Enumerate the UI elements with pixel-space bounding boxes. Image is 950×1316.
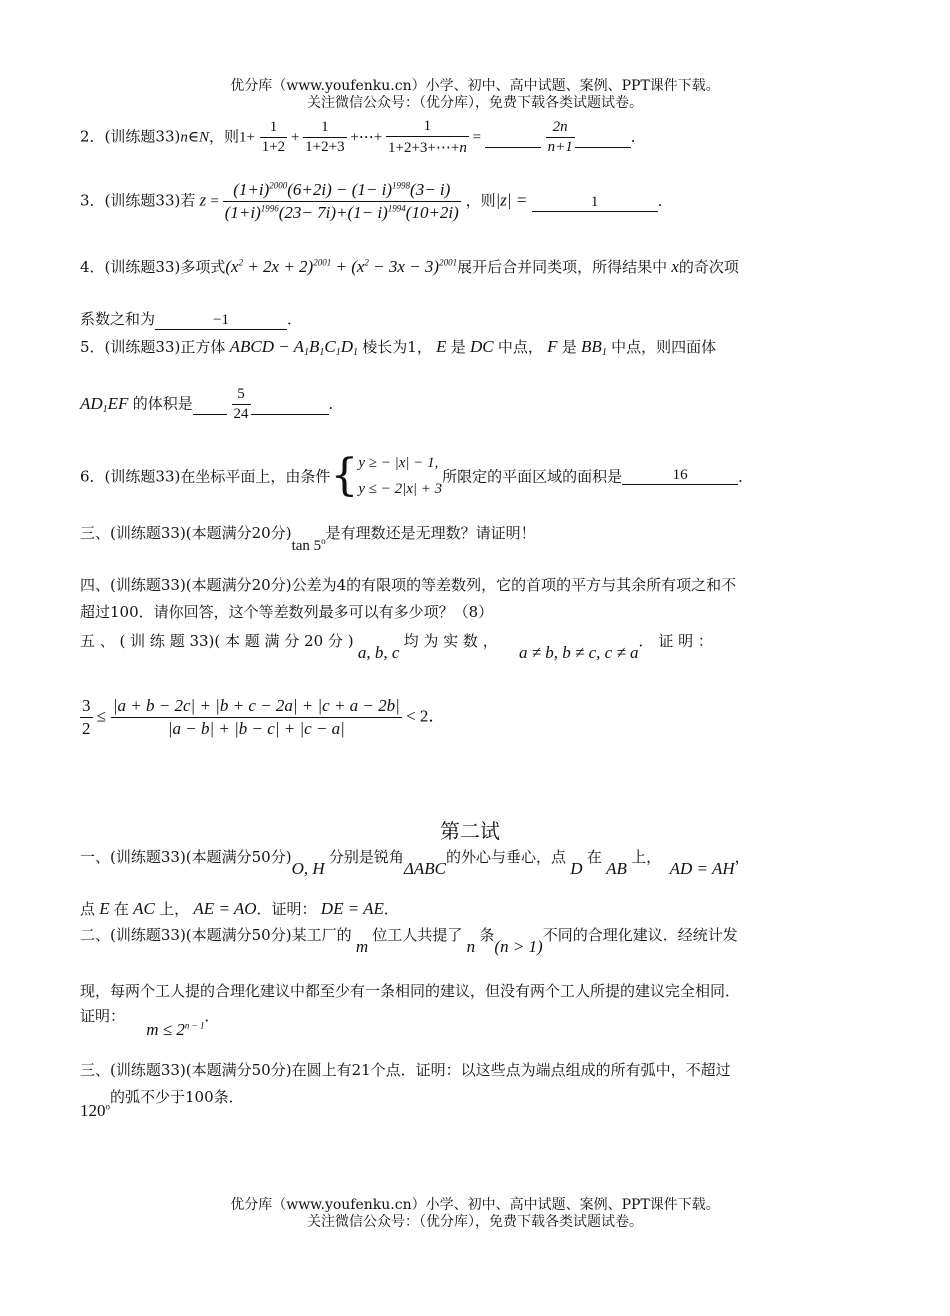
problem-4-line-1: 四、(训练题33)(本题满分20分)公差为4的有限项的等差数列，它的首项的平方与其余所有项之和不 [80, 576, 737, 594]
question-4-line-2: 系数之和为 −1 ． [80, 310, 303, 328]
problem-4-line-2: 超过100．请你回答，这个等差数列最多可以有多少项？（8） [80, 603, 494, 621]
answer-q5: $\frac{5}{24}$ [233, 386, 249, 422]
section-title: 第二试 [440, 819, 500, 843]
question-5-line-2: $AD_1EF$ 的体积是 $\frac{5}{24}$ ． [80, 386, 344, 422]
question-4: 4．(训练题33)多项式$(x^2 + 2x + 2)^{2001} + (x^2 - 3x - 3)^{2001}$展开后合并同类项，所得结果中 x的奇次项 [80, 257, 739, 276]
inequality: $\frac{3}{2}$ ≤ $\frac{|a + b - 2c| + |b + c - 2a| + |c + a - 2b|}{|a - b| + |b - c| + |c - a|}$ < 2． [82, 696, 446, 738]
answer-q4: −1 [155, 312, 287, 330]
header-line-1: 优分库（www.youfenku.cn）小学、初中、高中试题、案例、PPT课件下载。 [230, 78, 720, 94]
answer-q6: 16 [622, 467, 738, 485]
footer-line-1: 优分库（www.youfenku.cn）小学、初中、高中试题、案例、PPT课件下载。 [230, 1197, 720, 1213]
answer-q3: 1 [532, 194, 658, 212]
second-problem-2: 二、(训练题33)(本题满分50分)某工厂的 m 位工人共提了 n 条(n > 1)不同的合理化建议．经统计发 [80, 926, 738, 956]
problem-5: 五 、 ( 训 练 题 33)( 本 题 满 分 20 分 ) a, b, c 均 为 实 数 ， a ≠ b, b ≠ c, c ≠ a． 证 明 ： [80, 632, 713, 662]
second-problem-3-line-1: 三、(训练题33)(本题满分50分)在圆上有21个点．证明：以这些点为端点组成的所有弧中，不超过 [80, 1061, 731, 1079]
question-6: 6．(训练题33)在坐标平面上，由条件{ y ≥ − |x| − 1, y ≤ − 2|x| + 3 所限定的平面区域的面积是 16 ． [80, 450, 754, 501]
second-problem-2-line-3: 证明： $m \le 2^{n - 1}$． [80, 1007, 220, 1039]
second-problem-3-line-2: 120$^o$的弧不少于100条． [80, 1088, 244, 1120]
question-5: 5．(训练题33)正方体 ABCD − $A_1B_1C_1D_1$ 棱长为1， E 是 DC 中点， F 是 $BB_1$ 中点，则四面体 [80, 337, 717, 358]
second-problem-1: 一、(训练题33)(本题满分50分)O, H 分别是锐角ΔABC的外心与垂心，点 D 在 AB 上， AD = AH， [80, 848, 750, 878]
header-line-2: 关注微信公众号：（优分库），免费下载各类试题试卷。 [307, 95, 643, 111]
problem-3: 三、(训练题33)(本题满分20分)tan 5$^o$是有理数还是无理数？请证明！ [80, 524, 536, 554]
question-3: 3．(训练题33)若 z = $\frac{(1+i)^{2000}(6+2i) - (1- i)^{1998}(3- i)}{(1+i)^{1996}(23- 7i)+(1- i)^{1994}(10+2i)}$ ，则|z| = 1 ． [80, 180, 673, 222]
second-problem-1-line-2: 点 E 在 AC 上， AE = AO．证明： DE = AE． [80, 899, 399, 918]
answer-q2: $\frac{2n}{n+1}$ [547, 119, 573, 155]
footer-line-2: 关注微信公众号：（优分库），免费下载各类试题试卷。 [307, 1214, 643, 1230]
second-problem-2-line-2: 现，每两个工人提的合理化建议中都至少有一条相同的建议，但没有两个工人所提的建议完全相同． [80, 982, 741, 1000]
question-2: 2．(训练题33)n∈N，则1+ $\frac{1}{1+2}$ + $\frac{1}{1+2+3}$ +⋯+ $\frac{1}{1+2+3+\cdots+n}$ = $\frac{2n}{n+1}$ ． [80, 118, 646, 156]
